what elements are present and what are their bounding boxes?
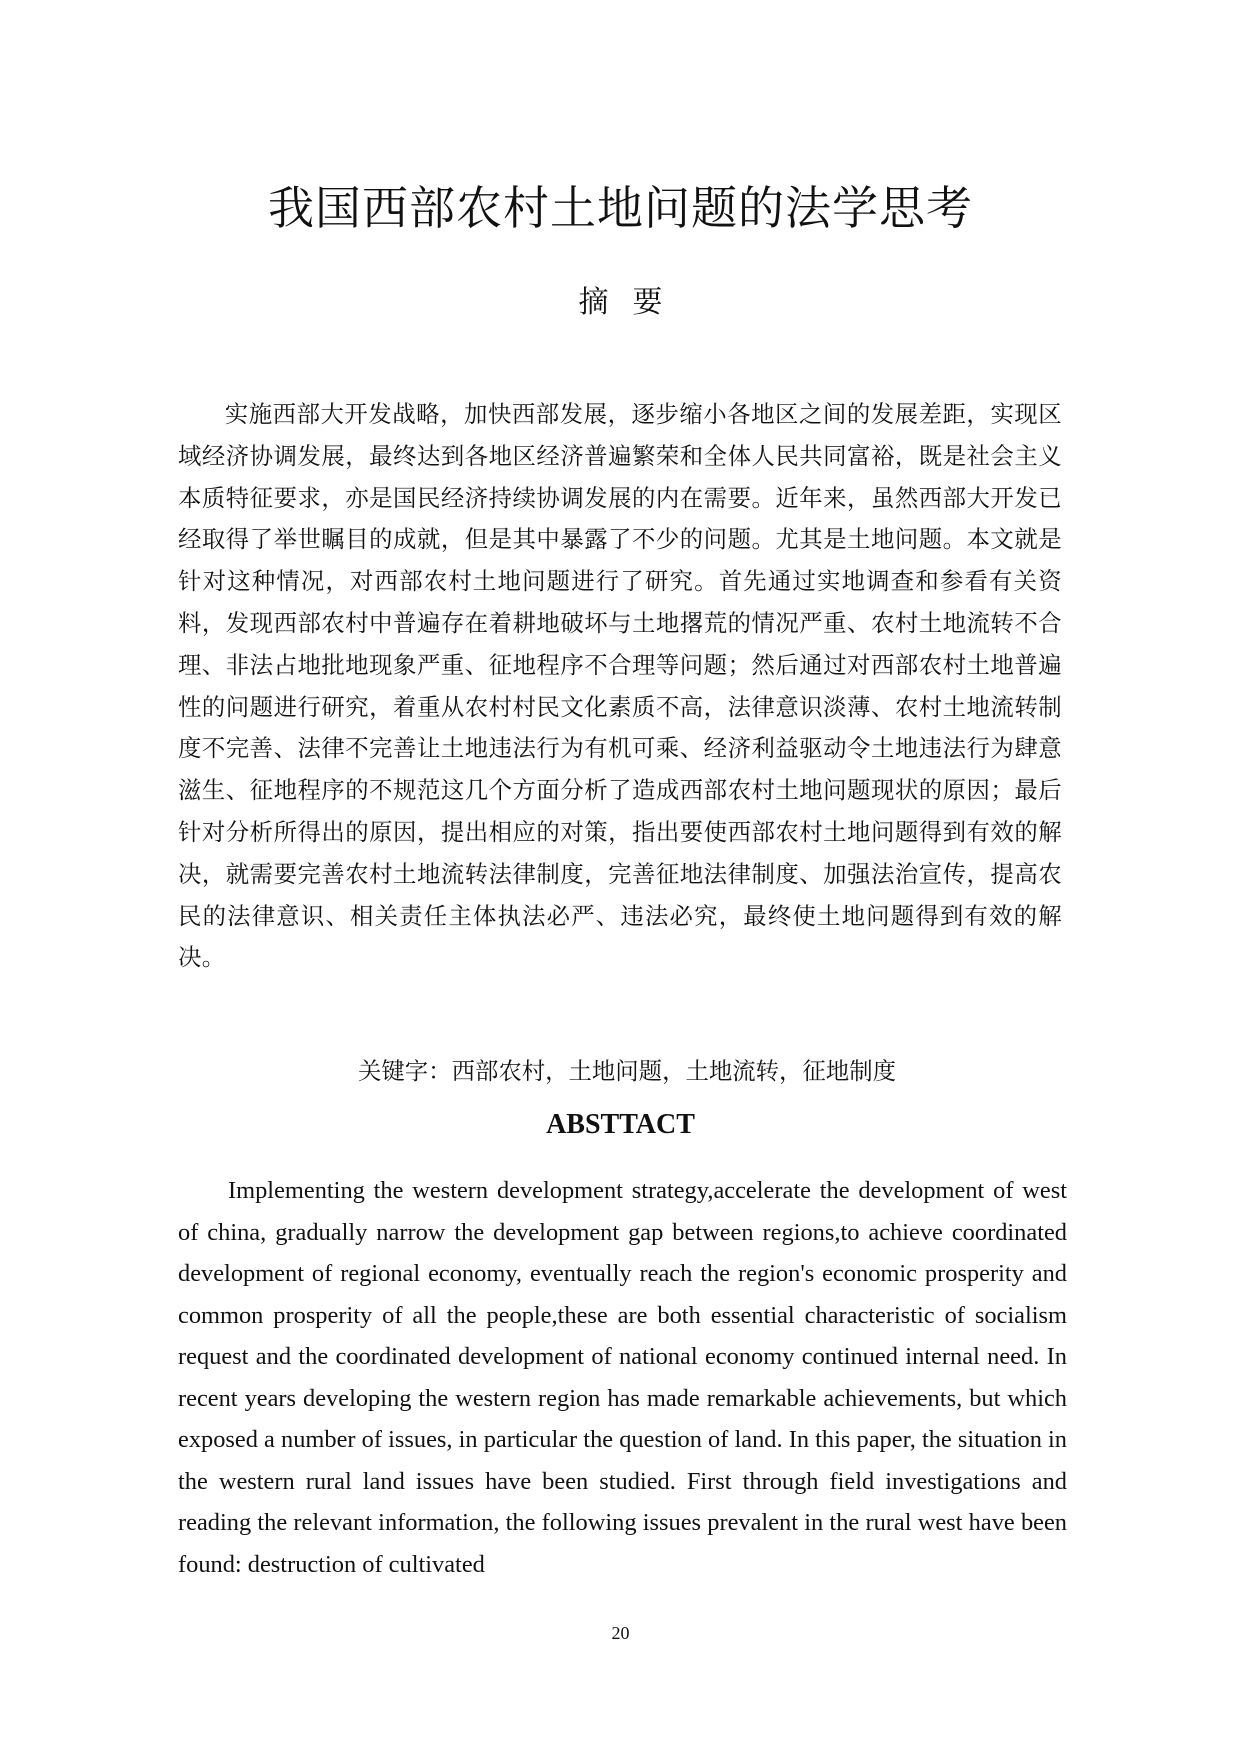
page-number: 20 [611,1623,630,1643]
keywords-label: 关键字： [358,1057,452,1085]
paper-title: 我国西部农村土地问题的法学思考 [268,181,973,235]
english-abstract-heading: ABSTTACT [546,1109,695,1140]
english-abstract-paragraph: Implementing the western development strategy,accelerate the development of west of china, gradually narrow the development gap between regions,to achieve coordinated development of regional economy, eventually reach the region's economic prosperity and common prosperity of all the people,these are both essential characteristic of socialism request and the coordinated development of national economy continued internal need. In recent years developing the western region has made remarkable achievements, but which exposed a number of issues, in particular the question of land. In this paper, the situation in the western rural land issues have been studied. First through field investigations and reading the relevant information, the following issues prevalent in the rural west have been found: destruction of cultivated [178,1177,1067,1578]
keywords-value: 西部农村，土地问题，土地流转，征地制度 [451,1057,896,1085]
keywords-line [358,1055,896,1087]
abstract-heading: 摘要 [578,285,687,320]
chinese-abstract-paragraph: 实施西部大开发战略，加快西部发展，逐步缩小各地区之间的发展差距，实现区域经济协调发展，最终达到各地区经济普遍繁荣和全体人民共同富裕，既是社会主义本质特征要求，亦是国民经济持续协调发展的内在需要。近年来，虽然西部大开发已经取得了举世瞩目的成就，但是其中暴露了不少的问题。尤其是土地问题。本文就是针对这种情况，对西部农村土地问题进行了研究。首先通过实地调查和参看有关资料，发现西部农村中普遍存在着耕地破坏与土地撂荒的情况严重、农村土地流转不合理、非法占地批地现象严重、征地程序不合理等问题；然后通过对西部农村土地普遍性的问题进行研究，着重从农村村民文化素质不高，法律意识淡薄、农村土地流转制度不完善、法律不完善让土地违法行为有机可乘、经济利益驱动令土地违法行为肆意滋生、征地程序的不规范这几个方面分析了造成西部农村土地问题现状的原因；最后针对分析所得出的原因，提出相应的对策，指出要使西部农村土地问题得到有效的解决，就需要完善农村土地流转法律制度，完善征地法律制度、加强法治宣传，提高农民的法律意识、相关责任主体执法必严、违法必究，最终使土地问题得到有效的解决。 [178,400,1062,972]
